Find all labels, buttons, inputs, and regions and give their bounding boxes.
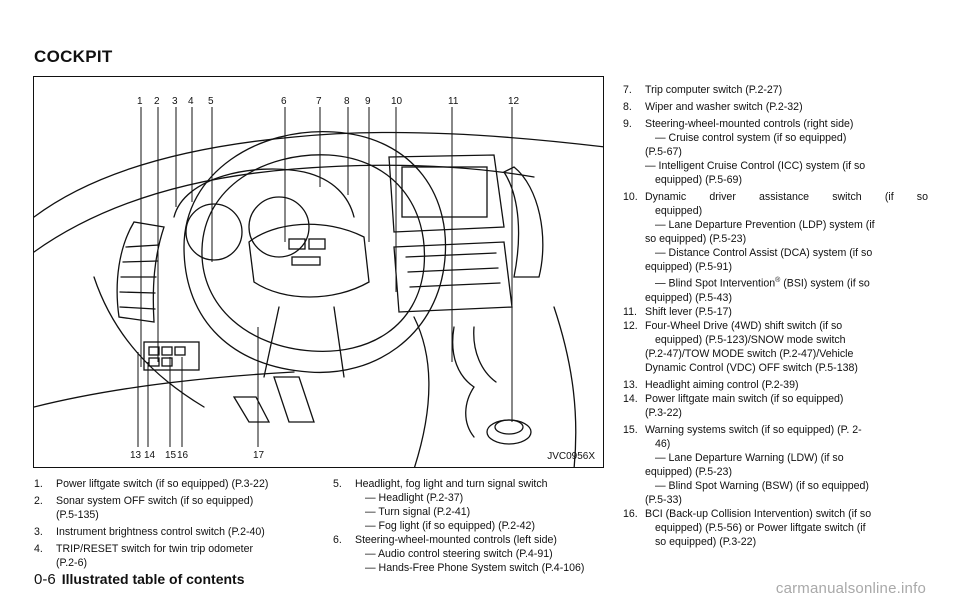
figure-code: JVC0956X — [547, 451, 595, 462]
list-item: 14. Power liftgate main switch (if so equipped) (P.3-22) — [623, 392, 844, 419]
right-column — [623, 83, 928, 549]
cockpit-drawing — [34, 77, 604, 468]
list-item: 6. Steering-wheel-mounted controls (left side) — Audio control steering switch (P.4-91) — Hands-Free Phone System switch (P.4-106) — [333, 534, 585, 574]
middle-column — [333, 477, 613, 575]
list-item: 4. TRIP/RESET switch for twin trip odometer (P.2-6) — [34, 543, 254, 569]
list-item: 8. Wiper and washer switch (P.2-32) — [623, 101, 803, 113]
callout-number: 11 — [448, 96, 459, 107]
page-number: 0-6 — [34, 571, 56, 588]
list-item: 10. Dynamic driver assistance switch (if so equipped) — Lane Departure Prevention (LDP) system (if so equipped) (P.5-23) — Distance Control Assist (DCA) system (if so equipped) (P.5-91) — Blind Spot Intervention® (BSI) system (if so equipped) (P.5-43) — [623, 191, 928, 304]
section-title: Illustrated table of contents — [61, 571, 245, 587]
callout-number: 8 — [344, 96, 350, 107]
callout-number: 17 — [253, 450, 265, 461]
watermark: carmanualsonline.info — [775, 580, 926, 597]
callout-number: 10 — [391, 96, 403, 107]
callout-number: 14 — [144, 450, 156, 461]
callout-number: 2 — [154, 96, 160, 107]
callout-number: 16 — [177, 450, 189, 461]
callout-number: 9 — [365, 96, 371, 107]
cockpit-illustration — [33, 76, 604, 468]
list-item: 13. Headlight aiming control (P.2-39) — [623, 378, 799, 391]
callout-number: 13 — [130, 450, 142, 461]
list-item: 11. Shift lever (P.5-17) — [623, 305, 732, 318]
list-item: 5. Headlight, fog light and turn signal switch — Headlight (P.2-37) — Turn signal (P.2-41) — Fog light (if so equipped) (P.2-42) — [333, 478, 548, 532]
list-item: 2. Sonar system OFF switch (if so equipped) (P.5-135) — [34, 495, 254, 521]
list-item: 16. BCI (Back-up Collision Intervention) switch (if so equipped) (P.5-56) or Power liftgate switch (if so equipped) (P.3-22) — [623, 507, 872, 548]
callout-number: 15 — [165, 450, 177, 461]
list-item: 9. Steering-wheel-mounted controls (right side) — Cruise control system (if so equipped) (P.5-67) — Intelligent Cruise Control (ICC) system (if so equipped) (P.5-69) — [623, 118, 866, 186]
page-footer — [34, 571, 245, 588]
callout-number: 3 — [172, 96, 178, 107]
callout-number: 4 — [188, 96, 194, 107]
callout-number: 1 — [137, 96, 143, 107]
list-item: 1. Power liftgate switch (if so equipped) (P.3-22) — [34, 478, 269, 490]
callout-number: 12 — [508, 96, 520, 107]
callout-number: 5 — [208, 96, 214, 107]
list-item: 15. Warning systems switch (if so equipped) (P. 2- 46) — Lane Departure Warning (LDW) (if so equipped) (P.5-23) — Blind Spot Warning (BSW) (if so equipped) (P.5-33) — [623, 423, 869, 506]
callout-number: 7 — [316, 96, 322, 107]
left-column — [34, 477, 324, 570]
list-item: 12. Four-Wheel Drive (4WD) shift switch (if so equipped) (P.5-123)/SNOW mode switch (P.2-47)/TOW MODE switch (P.2-47)/Vehicle Dynamic Control (VDC) OFF switch (P.5-138) — [623, 319, 858, 374]
list-item: 3. Instrument brightness control switch (P.2-40) — [34, 526, 265, 538]
callout-number: 6 — [281, 96, 287, 107]
page-title: COCKPIT — [34, 47, 113, 66]
list-item: 7. Trip computer switch (P.2-27) — [623, 84, 783, 96]
